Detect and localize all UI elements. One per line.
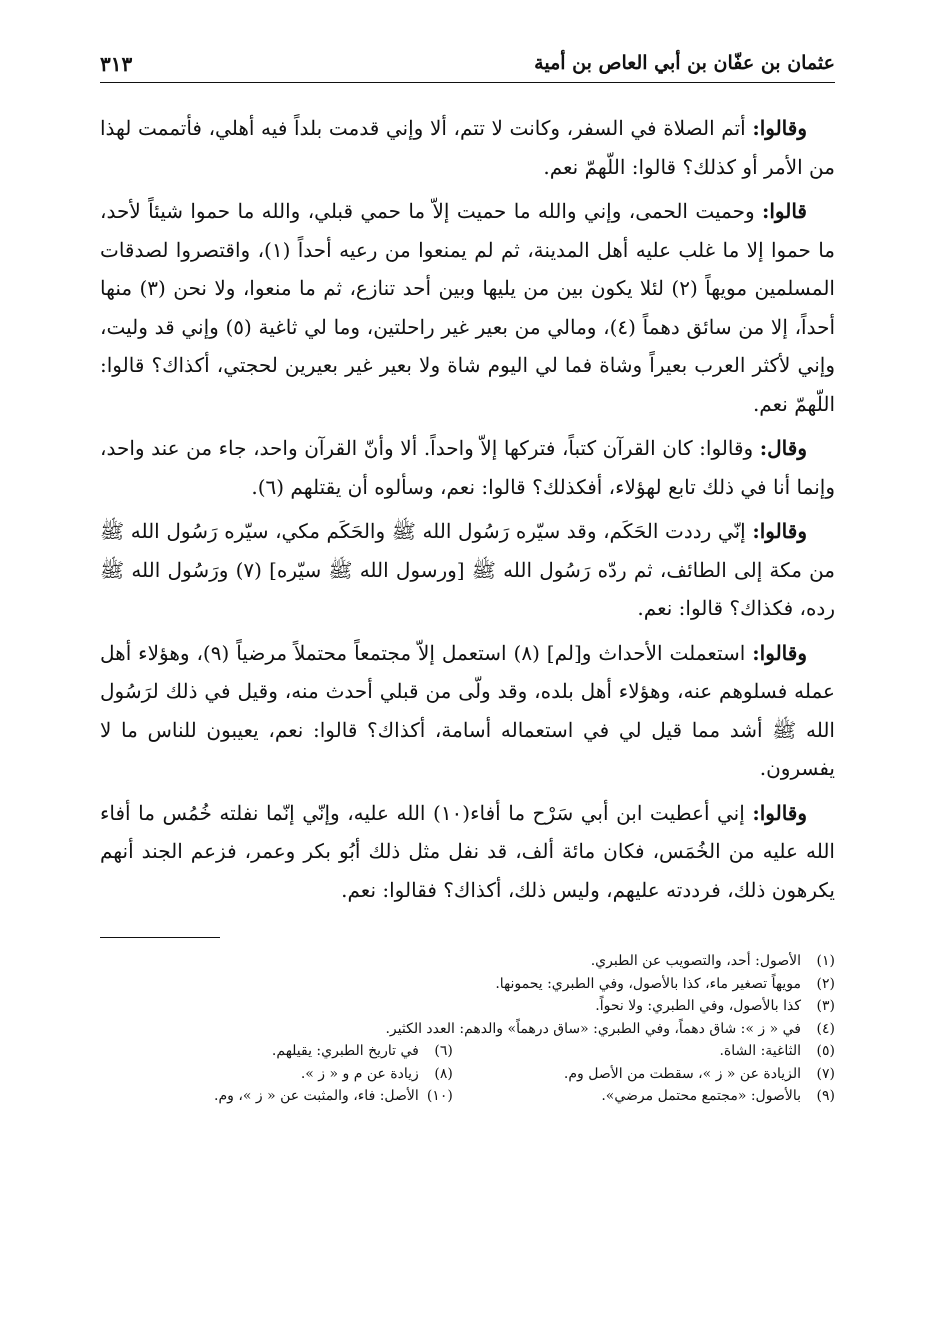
paragraph	[100, 634, 835, 788]
paragraph-keyword: وقالوا:	[752, 519, 807, 543]
paragraph-keyword: وقالوا:	[752, 116, 807, 140]
footnote-text: بالأصول: «مجتمع محتمل مرضي».	[601, 1088, 801, 1104]
page-number: ٣١٣	[100, 52, 133, 76]
footnote-text: كذا بالأصول، وفي الطبري: ولا نحواً.	[595, 998, 801, 1014]
paragraph-text: استعملت الأحداث و[لم] (٨) استعمل إلاّ مجتمعاً محتملاً مرضياً (٩)، وهؤلاء أهل عمله فسلوهم عنه، وهؤلاء أهل بلده، وقد ولّى من قبلي أحدث منه، وقيل في ذلك لرَسُول الله ﷺ أشد مما قيل لي في استعماله أسامة، أكذاك؟ قالوا: نعم، يعيبون للناس ما لا يفسرون.	[100, 640, 835, 780]
footnote-separator-wrap	[100, 937, 835, 938]
footnote	[453, 1063, 835, 1086]
footnote-text: في « ز »: شاق دهماً، وفي الطبري: «ساق درهماً» والدهم: العدد الكثير.	[385, 1020, 801, 1037]
footnote-pair	[100, 1063, 835, 1086]
footnote-number: (٤)	[816, 1020, 835, 1037]
footnote-pair	[100, 1085, 835, 1108]
paragraph	[100, 794, 835, 910]
footnote-number: (٥)	[816, 1043, 835, 1059]
paragraph-keyword: قالوا:	[761, 199, 807, 223]
paragraph	[100, 192, 835, 423]
chapter-title: عثمان بن عفّان بن أبي العاص بن أمية	[534, 52, 835, 74]
paragraph	[100, 109, 835, 186]
paragraph	[100, 429, 835, 506]
footnote	[100, 1085, 453, 1108]
footnote-number: (١)	[816, 953, 835, 969]
footnote	[100, 1018, 835, 1041]
main-text	[100, 109, 835, 909]
footnote-separator	[100, 937, 220, 938]
footnote-number: (٨)	[434, 1065, 453, 1082]
paragraph-keyword: وقالوا:	[752, 640, 807, 665]
paragraph	[100, 512, 835, 628]
paragraph-text: إني أعطيت ابن أبي سَرْح ما أفاء(١٠) الله عليه، وإنّي إنّما نفلته خُمُس ما أفاء الله عليه من الخُمَس، فكان مائة ألف، قد نفل مثل ذلك أبُو بكر وعمر، فزعم الجند أنهم يكرهون ذلك، فرددته عليهم، وليس ذلك، أكذاك؟ فقالوا: نعم.	[100, 800, 835, 902]
footnote	[100, 973, 835, 996]
footnote-text: مويهاً تصغير ماء، كذا بالأصول، وفي الطبري: يحمونها.	[495, 975, 801, 992]
footnote-number: (٣)	[816, 998, 835, 1014]
footnote-text: الزيادة عن « ز »، سقطت من الأصل وم.	[563, 1065, 801, 1082]
paragraph-keyword: وقال:	[759, 436, 807, 460]
footnote-number: (١٠)	[426, 1088, 453, 1104]
footnote-pair	[100, 1040, 835, 1063]
footnote	[100, 995, 835, 1018]
footnote	[100, 1040, 453, 1063]
footnote	[100, 1063, 453, 1086]
footnote-number: (٩)	[816, 1088, 835, 1104]
paragraph-text: وقالوا: كان القرآن كتباً، فتركها إلاّ واحداً. ألا وأنّ القرآن واحد، جاء من عند واحد، وإنما أنا في ذلك تابع لهؤلاء، أفكذلك؟ قالوا: نعم، وسألوه أن يقتلهم (٦).	[100, 436, 835, 499]
footnote	[453, 1040, 835, 1063]
footnotes	[100, 950, 835, 1108]
footnote-number: (٦)	[434, 1043, 453, 1059]
footnote-number: (٧)	[816, 1065, 835, 1082]
footnote-text: الثاغية: الشاة.	[719, 1043, 801, 1059]
footnote-text: في تاريخ الطبري: يقيلهم.	[271, 1043, 419, 1059]
paragraph-keyword: وقالوا:	[752, 800, 808, 825]
footnote-text: الأصل: فاء، والمثبت عن « ز »، وم.	[214, 1088, 419, 1104]
footnote	[453, 1085, 835, 1108]
running-header	[100, 48, 835, 83]
paragraph-text: إنّي رددت الحَكَم، وقد سيّره رَسُول الله ﷺ والحَكَم مكي، سيّره رَسُول الله ﷺ من مكة إلى الطائف، ثم ردّه رَسُول الله ﷺ [ورسول الله ﷺ سيّره] (٧) ورَسُول الله ﷺ رده، فكذاك؟ قالوا: نعم.	[100, 519, 836, 620]
paragraph-text: أتم الصلاة في السفر، وكانت لا تتم، ألا وإني قدمت بلداً فيه أهلي، فأتممت لهذا من الأمر أو كذلك؟ قالوا: اللّهمّ نعم.	[100, 116, 835, 179]
footnote-text: الأصول: أحد، والتصويب عن الطبري.	[590, 953, 801, 969]
footnote-text: زيادة عن م و « ز ».	[300, 1065, 419, 1082]
footnote	[100, 950, 835, 973]
book-page	[100, 48, 835, 1308]
footnote-number: (٢)	[816, 975, 835, 992]
paragraph-text: وحميت الحمى، وإني والله ما حميت إلاّ ما حمي قبلي، والله ما حموا شيئاً لأحد، ما حموا إلا ما غلب عليه أهل المدينة، ثم لم يمنعوا من رعيه أحداً (١)، واقتصروا لصدقات المسلمين مويهاً (٢) لئلا يكون بين من يليها وبين أحد تنازع، ثم ما منعوا، ولا نحن (٣) منها أحداً، إلا من سائق دهماً (٤)، ومالي من بعير غير راحلتين، وما لي ثاغية (٥) وإني قد وليت، وإني لأكثر العرب بعيراً وشاة فما لي اليوم شاة ولا بعير غير بعيرين لحجتي، أكذاك؟ قالوا: اللّهمّ نعم.	[100, 199, 835, 416]
